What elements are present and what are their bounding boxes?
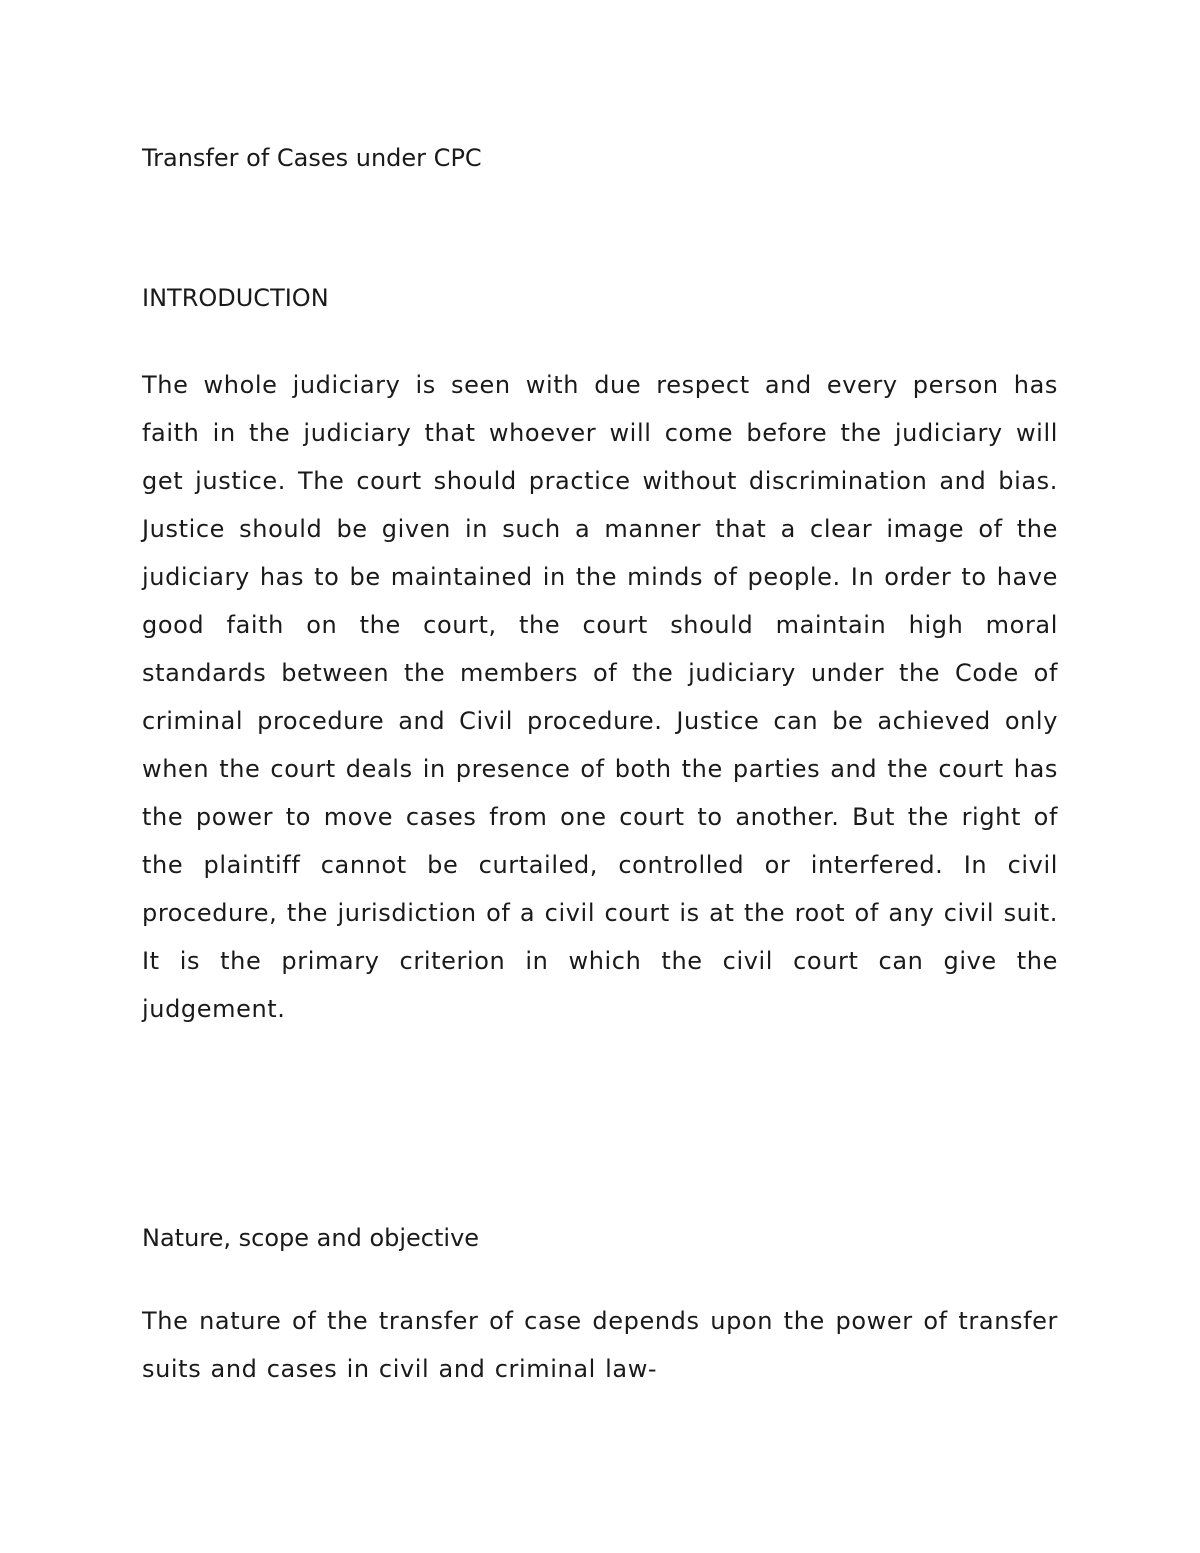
- document-title: Transfer of Cases under CPC: [142, 144, 482, 172]
- section-heading-nature-scope-objective: Nature, scope and objective: [142, 1224, 480, 1252]
- section-heading-introduction: INTRODUCTION: [142, 284, 329, 312]
- introduction-paragraph: The whole judiciary is seen with due respect and every person has faith in the judiciary that whoever will come before the judiciary will get justice. The court should practice without discrimination and bias. Justice should be given in such a manner that a clear image of the judiciary has to be maintained in the minds of people. In order to have good faith on the court, the court should maintain high moral standards between the members of the judiciary under the Code of criminal procedure and Civil procedure. Justice can be achieved only when the court deals in presence of both the parties and the court has the power to move cases from one court to another. But the right of the plaintiff cannot be curtailed, controlled or interfered. In civil procedure, the jurisdiction of a civil court is at the root of any civil suit. It is the primary criterion in which the civil court can give the judgement.: [142, 371, 1058, 1023]
- nature-paragraph: The nature of the transfer of case depends upon the power of transfer suits and cases in civil and criminal law-: [142, 1307, 1058, 1383]
